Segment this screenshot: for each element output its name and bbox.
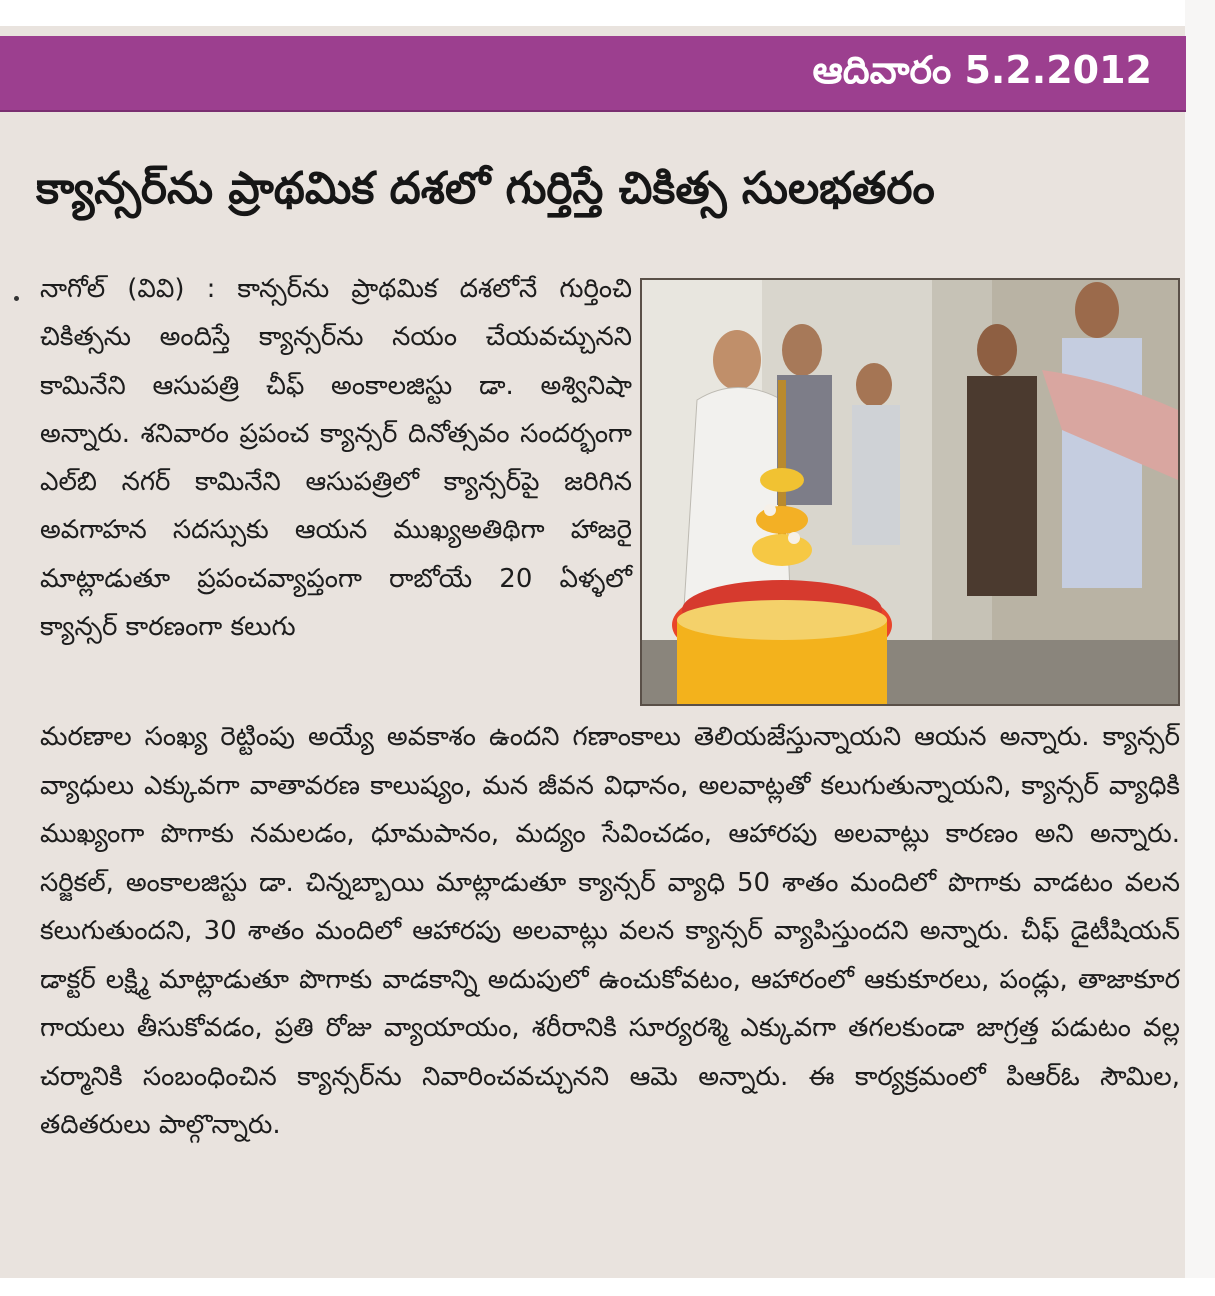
article-lead [40, 265, 632, 651]
date-band [0, 36, 1186, 112]
scan-margin-top [0, 0, 1215, 26]
article-body [40, 713, 1180, 1150]
lead-paragraph: నాగోల్ (వివి) : కాన్సర్‌ను ప్రాథమిక దశలోనే గుర్తించి చికిత్సను అందిస్తే క్యాన్సర్‌ను నయం చేయవచ్చునని కామినేని ఆసుపత్రి చీఫ్ అంకాలజిస్టు డా. అశ్వినిషా అన్నారు. శనివారం ప్రపంచ క్యాన్సర్ దినోత్సవం సందర్భంగా ఎల్‌బి నగర్ కామినేని ఆసుపత్రిలో క్యాన్సర్‌పై జరిగిన అవగాహన సదస్సుకు ఆయన ముఖ్యఅతిథిగా హాజరై మాట్లాడుతూ ప్రపంచవ్యాప్తంగా రాబోయే 20 ఏళ్ళలో క్యాన్సర్ కారణంగా కలుగు [40, 274, 632, 643]
event-photo [640, 278, 1180, 706]
headline: క్యాన్సర్‌ను ప్రాథమిక దశలో గుర్తిస్తే చికిత్స సులభతరం [36, 163, 935, 214]
date-line: ఆదివారం 5.2.2012 [812, 48, 1152, 92]
body-paragraph: మరణాల సంఖ్య రెట్టింపు అయ్యే అవకాశం ఉందని గణాంకాలు తెలియజేస్తున్నాయని ఆయన అన్నారు. క్యాన్సర్ వ్యాధులు ఎక్కువగా వాతావరణ కాలుష్యం, మన జీవన విధానం, అలవాట్లతో కలుగుతున్నాయని, క్యాన్సర్ వ్యాధికి ముఖ్యంగా పొగాకు నమలడం, ధూమపానం, మద్యం సేవించడం, ఆహారపు అలవాట్లు కారణం అని అన్నారు. సర్జికల్, అంకాలజిస్టు డా. చిన్నబ్బాయి మాట్లాడుతూ క్యాన్సర్ వ్యాధి 50 శాతం మందిలో పొగాకు వాడటం వలన కలుగుతుందని, 30 శాతం మందిలో ఆహారపు అలవాట్లు వలన క్యాన్సర్ వ్యాపిస్తుందని అన్నారు. చీఫ్ డైటీషియన్ డాక్టర్ లక్ష్మి మాట్లాడుతూ పొగాకు వాడకాన్ని అదుపులో ఉంచుకోవటం, ఆహారంలో ఆకుకూరలు, పండ్లు, తాజాకూర గాయలు తీసుకోవడం, ప్రతి రోజు వ్యాయాయం, శరీరానికి సూర్యరశ్మి ఎక్కువగా తగలకుండా జాగ్రత్త పడుటం వల్ల చర్మానికి సంబంధించిన క్యాన్సర్‌ను నివారించవచ్చునని ఆమె అన్నారు. ఈ కార్యక్రమంలో పిఆర్‌ఓ సౌమిల, తదితరులు పాల్గొన్నారు. [40, 722, 1180, 1140]
scan-margin-bottom [0, 1278, 1215, 1296]
lead-bullet [14, 296, 19, 301]
lamp-lighting-photo [642, 280, 1178, 704]
scan-margin-right [1185, 0, 1215, 1296]
